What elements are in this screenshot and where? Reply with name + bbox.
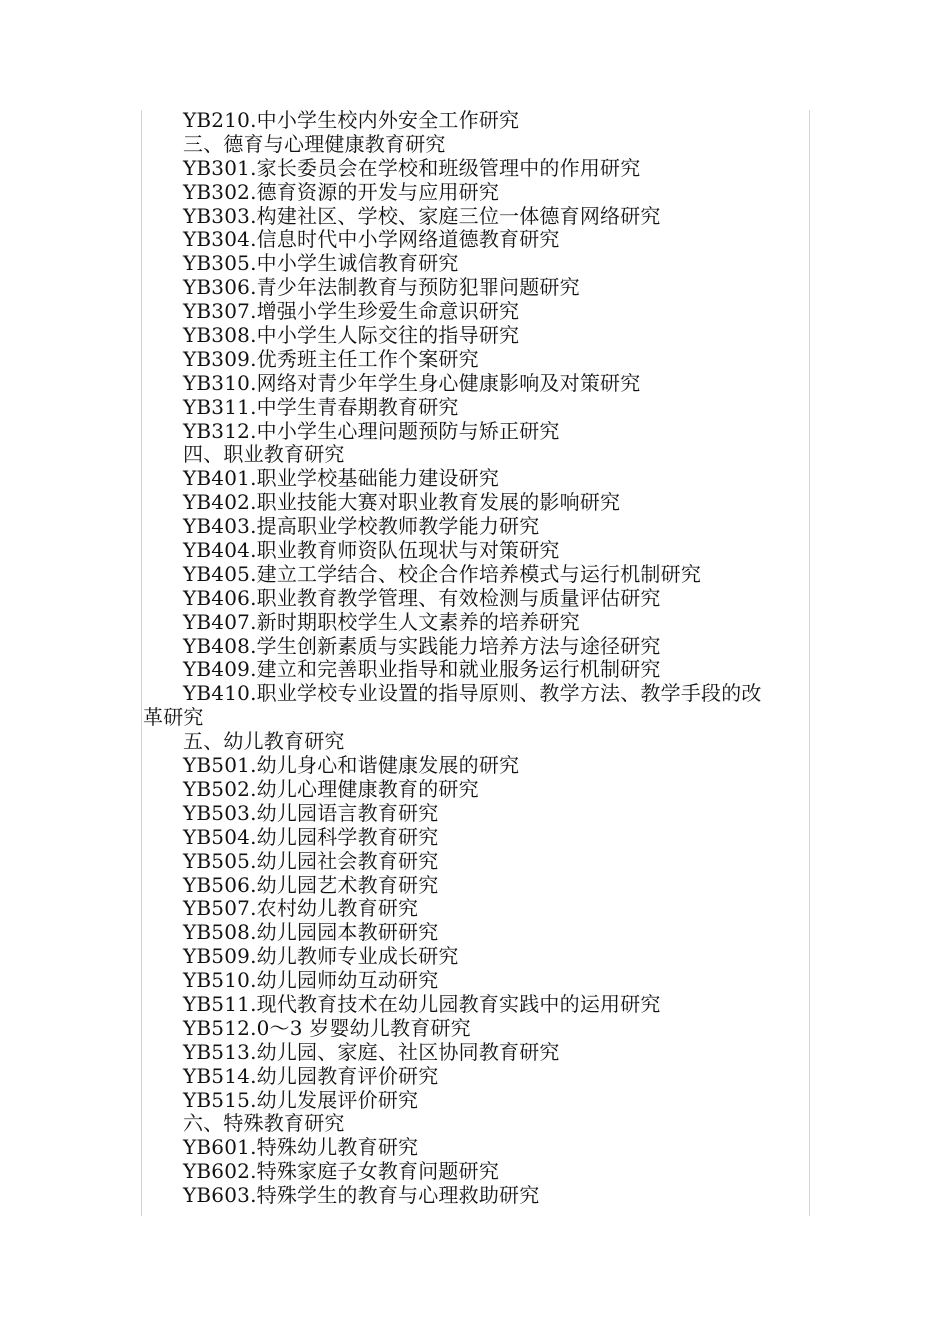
text-line: YB503.幼儿园语言教育研究 xyxy=(183,800,439,825)
text-line: YB210.中小学生校内外安全工作研究 xyxy=(183,108,520,132)
text-line: YB308.中小学生人际交往的指导研究 xyxy=(183,323,520,348)
text-line: YB309.优秀班主任工作个案研究 xyxy=(183,346,479,371)
text-line: YB512.0～3 岁婴幼儿教育研究 xyxy=(183,1015,471,1040)
text-line: YB307.增强小学生珍爱生命意识研究 xyxy=(183,299,520,324)
text-line: YB601.特殊幼儿教育研究 xyxy=(183,1135,419,1160)
section-heading: 五、幼儿教育研究 xyxy=(183,729,345,754)
text-line: YB406.职业教育教学管理、有效检测与质量评估研究 xyxy=(183,585,661,610)
text-line: YB407.新时期职校学生人文素养的培养研究 xyxy=(183,609,580,634)
text-line: YB306.青少年法制教育与预防犯罪问题研究 xyxy=(183,275,580,300)
text-line: YB312.中小学生心理问题预防与矫正研究 xyxy=(183,418,560,443)
text-line: YB515.幼儿发展评价研究 xyxy=(183,1087,419,1112)
text-line: YB513.幼儿园、家庭、社区协同教育研究 xyxy=(183,1039,560,1064)
section-heading: 三、德育与心理健康教育研究 xyxy=(183,131,446,156)
text-line: YB305.中小学生诚信教育研究 xyxy=(183,251,459,276)
text-line-continuation: 革研究 xyxy=(143,705,204,730)
text-line: YB507.农村幼儿教育研究 xyxy=(183,896,419,921)
text-line: YB509.幼儿教师专业成长研究 xyxy=(183,944,459,969)
section-heading: 四、职业教育研究 xyxy=(183,442,345,467)
text-line: YB506.幼儿园艺术教育研究 xyxy=(183,872,439,897)
text-line: YB510.幼儿园师幼互动研究 xyxy=(183,968,439,993)
text-line: YB310.网络对青少年学生身心健康影响及对策研究 xyxy=(183,370,641,395)
text-line: YB405.建立工学结合、校企合作培养模式与运行机制研究 xyxy=(183,561,702,586)
text-line: YB402.职业技能大赛对职业教育发展的影响研究 xyxy=(183,490,621,515)
section-heading: 六、特殊教育研究 xyxy=(183,1111,345,1136)
text-line: YB508.幼儿园园本教研研究 xyxy=(183,920,439,945)
text-line: YB514.幼儿园教育评价研究 xyxy=(183,1063,439,1088)
text-line: YB502.幼儿心理健康教育的研究 xyxy=(183,776,479,801)
text-line: YB409.建立和完善职业指导和就业服务运行机制研究 xyxy=(183,657,661,682)
text-line: YB301.家长委员会在学校和班级管理中的作用研究 xyxy=(183,155,641,180)
text-line: YB501.幼儿身心和谐健康发展的研究 xyxy=(183,753,520,778)
text-line: YB311.中学生青春期教育研究 xyxy=(183,394,459,419)
text-line: YB505.幼儿园社会教育研究 xyxy=(183,848,439,873)
text-line: YB303.构建社区、学校、家庭三位一体德育网络研究 xyxy=(183,203,661,228)
document-body xyxy=(143,109,808,1208)
text-line: YB408.学生创新素质与实践能力培养方法与途径研究 xyxy=(183,633,661,658)
text-line: YB602.特殊家庭子女教育问题研究 xyxy=(183,1159,500,1184)
text-line: YB302.德育资源的开发与应用研究 xyxy=(183,179,500,204)
text-line: YB603.特殊学生的教育与心理救助研究 xyxy=(183,1183,540,1208)
text-line: YB401.职业学校基础能力建设研究 xyxy=(183,466,500,491)
text-line: YB410.职业学校专业设置的指导原则、教学方法、教学手段的改 xyxy=(183,681,762,706)
text-line: YB304.信息时代中小学网络道德教育研究 xyxy=(183,227,560,252)
text-line: YB504.幼儿园科学教育研究 xyxy=(183,824,439,849)
text-line: YB511.现代教育技术在幼儿园教育实践中的运用研究 xyxy=(183,991,661,1016)
text-line: YB404.职业教育师资队伍现状与对策研究 xyxy=(183,538,560,563)
text-line: YB403.提高职业学校教师教学能力研究 xyxy=(183,514,540,539)
